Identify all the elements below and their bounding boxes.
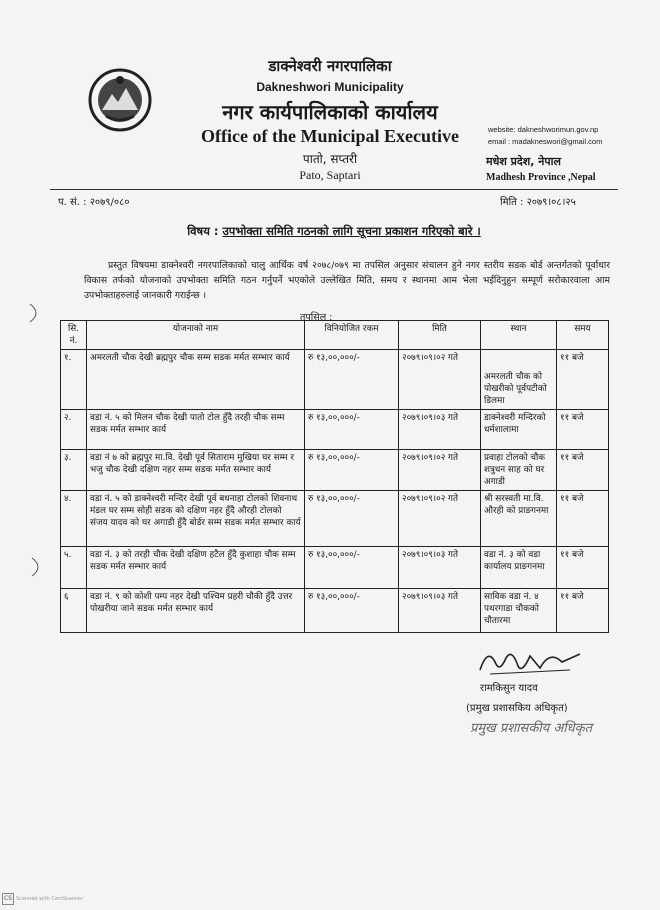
table-header-row	[61, 321, 609, 350]
cell-project: वडा नं. ९ को कोशी पम्प नहर देखी पश्चिम प्रहरी चौकी हुँदै उत्तर पोखरीया जाने सडक मर्मत सम्भार कार्य	[87, 589, 305, 633]
cell-time: ११ बजे	[557, 450, 609, 491]
cell-date: २०७९।०९।०३ गते	[399, 547, 481, 589]
cell-sn: १.	[61, 350, 87, 410]
cell-time: ११ बजे	[557, 547, 609, 589]
cell-amount: रु १३,००,०००/-	[305, 410, 399, 450]
email-text: email : madakneswori@gmail.com	[488, 137, 603, 146]
cell-venue: श्री सरस्वती मा.वि. औरही को प्राङगनमा	[481, 491, 557, 547]
cell-date: २०७९।०९।०२ गते	[399, 450, 481, 491]
cell-project: वडा नं ७ को ब्रह्मपुर मा.वि. देखी पूर्व सिताराम मुखिया घर सम्म र भजु चौक देखी दक्षिण नहर सम्म सडक मर्मत सम्भार कार्य	[87, 450, 305, 491]
cell-venue: प्रवाहा टोलको चौक शत्रुधन साह को घर अगाडी	[481, 450, 557, 491]
cell-project: वडा नं. ५ को डाक्नेश्वरी मन्दिर देखी पूर्व बधनाहा टोलको शिवनाथ मंडल घर सम्म सोही सडक को दक्षिण नहर हुँदै औरही टोलको संजय यादव को घर अगाडी हुँदै बोर्डर सम्म सडक मर्मत सम्भार कार्य	[87, 491, 305, 547]
cell-venue: साविक वडा नं. ४ पथरगाडा चौकको चौतारमा	[481, 589, 557, 633]
signatory-name: रामकिसुन यादव	[480, 683, 538, 694]
cell-amount: रु १३,००,०००/-	[305, 547, 399, 589]
header-date: मिति	[399, 321, 481, 350]
website-text: website: dakneshworimun.gov.np	[488, 125, 599, 134]
header-venue: स्थान	[481, 321, 557, 350]
cell-venue: अमरलती चौक को पोखरीको पूर्वपटीको डिलमा	[481, 350, 557, 410]
signature-icon	[470, 640, 590, 680]
cell-amount: रु १३,००,०००/-	[305, 491, 399, 547]
table-row	[61, 410, 609, 450]
cell-project: वडा नं. ५ को मिलन चौक देखी पातो टोल हुँदै तरही चौक सम्म सडक मर्मत सम्भार कार्य	[87, 410, 305, 450]
cell-sn: ३.	[61, 450, 87, 491]
cell-date: २०७९।०९।०२ गते	[399, 350, 481, 410]
table-label: तपसिल :	[300, 312, 333, 323]
scanner-watermark: Scanned with CamScanner	[16, 896, 84, 902]
table-row	[61, 450, 609, 491]
place-np: पातो, सप्तरी	[302, 152, 358, 166]
header-time: समय	[557, 321, 609, 350]
cell-sn: ५.	[61, 547, 87, 589]
cell-time: ११ बजे	[557, 350, 609, 410]
project-table	[60, 320, 609, 633]
cell-venue: वडा नं. ३ को वडा कार्यालय प्राङगनमा	[481, 547, 557, 589]
municipality-name-np: डाक्नेश्वरी नगरपालिका	[268, 57, 392, 75]
punch-mark-icon	[28, 302, 42, 324]
cell-venue: डाक्नेश्वरी मन्दिरको धर्मशालामा	[481, 410, 557, 450]
province-np: मधेश प्रदेश, नेपाल	[486, 155, 561, 168]
cell-amount: रु १३,००,०००/-	[305, 450, 399, 491]
table-row	[61, 350, 609, 410]
subject-line	[60, 224, 608, 239]
municipality-name-en: Dakneshwori Municipality	[256, 80, 404, 94]
cell-amount: रु १३,००,०००/-	[305, 589, 399, 633]
header-sn: सि. नं.	[61, 321, 87, 350]
office-name-np: नगर कार्यपालिकाको कार्यालय	[222, 100, 438, 124]
contact-block	[488, 124, 602, 148]
cell-amount: रु १३,००,०००/-	[305, 350, 399, 410]
office-name-en: Office of the Municipal Executive	[201, 126, 459, 146]
table-row	[61, 547, 609, 589]
table-row	[61, 589, 609, 633]
table-row	[61, 491, 609, 547]
province-en: Madhesh Province ,Nepal	[486, 172, 596, 183]
cell-date: २०७९।०९।०३ गते	[399, 410, 481, 450]
body-paragraph: प्रस्तुत विषयमा डाक्नेश्वरी नगरपालिकाको चालु आर्थिक वर्ष २०७८/०७९ मा तपसिल अनुसार संचालन हुने नगर स्तरीय सडक बोर्ड अन्तर्गतको पूर्वाधार विकास तर्फको योजनाको उपभोक्ता समिति गठन गर्नुपर्ने भएकोले उल्लेखित मिति, समय र स्थानमा आम भेला भईदिनुहुन सम्पूर्ण सरोकारवाला आम उपभोक्ताहरुलाई जानकारी गराईन्छ ।	[84, 260, 610, 301]
subject-prefix: विषय :	[187, 224, 219, 238]
cell-sn: ६	[61, 589, 87, 633]
cell-time: ११ बजे	[557, 410, 609, 450]
punch-mark-icon	[30, 556, 44, 578]
header-divider	[50, 189, 618, 190]
cell-date: २०७९।०९।०२ गते	[399, 491, 481, 547]
cell-date: २०७९।०९।०३ गते	[399, 589, 481, 633]
place-en: Pato, Saptari	[299, 168, 361, 182]
official-stamp: प्रमुख प्रशासकीय अधिकृत	[470, 721, 593, 736]
camscanner-logo-icon: CS	[2, 893, 14, 905]
cell-sn: ४.	[61, 491, 87, 547]
cell-time: ११ बजे	[557, 491, 609, 547]
cell-sn: २.	[61, 410, 87, 450]
header-project: योजनाको नाम	[87, 321, 305, 350]
header-amount: विनियोजित रकम	[305, 321, 399, 350]
letter-date: मिति : २०७९।०८।२५	[500, 197, 576, 208]
cell-project: अमरलती चौक देखी ब्रह्मपुर चौक सम्म सडक मर्मत सम्भार कार्य	[87, 350, 305, 410]
signatory-title: (प्रमुख प्रशासकिय अधिकृत)	[466, 703, 568, 714]
subject-text: उपभोक्ता समिति गठनको लागि सूचना प्रकाशन गरिएको बारे ।	[222, 224, 481, 238]
cell-time: ११ बजे	[557, 589, 609, 633]
nepal-emblem-icon	[86, 66, 154, 134]
cell-project: वडा नं. ३ को तरही चौक देखी दक्षिण हटैल हुँदै कुशाहा चौक सम्म सडक मर्मत सम्भार कार्य	[87, 547, 305, 589]
reference-number: प. सं. : २०७९/०८०	[58, 197, 130, 208]
